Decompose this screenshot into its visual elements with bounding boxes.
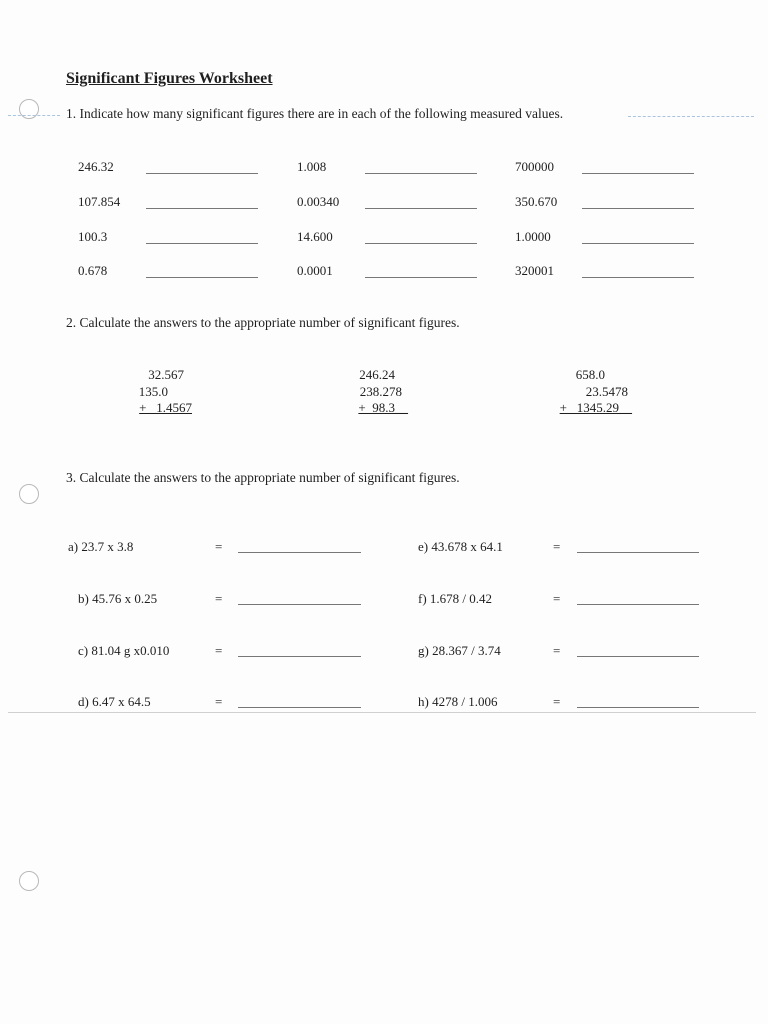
q3-problem: h) 4278 / 1.006 <box>418 694 498 709</box>
q2-sum-2 <box>330 367 408 417</box>
q1-answer-blank[interactable] <box>582 243 694 244</box>
q3-answer-blank[interactable] <box>238 656 361 657</box>
q1-value: 0.678 <box>78 263 108 278</box>
q3-answer-blank[interactable] <box>577 604 699 605</box>
q2-sum-3 <box>530 367 632 417</box>
sum-operand-last: + 98.3__ <box>358 400 408 415</box>
sum-operand: 135.0 <box>138 383 168 399</box>
scan-rule-right <box>628 116 754 117</box>
equals-sign: = <box>553 539 561 554</box>
q1-value: 107.854 <box>78 194 121 209</box>
scan-crease <box>8 712 756 713</box>
sum-operand-last: + 1.4567 <box>139 400 192 415</box>
q3-problem: a) 23.7 x 3.8 <box>68 539 134 554</box>
q1-answer-blank[interactable] <box>146 208 258 209</box>
sum-operand: 23.5478 <box>585 383 628 399</box>
equals-sign: = <box>553 591 561 606</box>
q3-answer-blank[interactable] <box>238 552 361 553</box>
q2-prompt: 2. Calculate the answers to the appropriate number of significant figures. <box>66 315 460 330</box>
q3-answer-blank[interactable] <box>238 707 361 708</box>
q2-sum-1 <box>112 367 192 417</box>
q1-value: 350.670 <box>515 194 558 209</box>
q3-prompt: 3. Calculate the answers to the appropriate number of significant figures. <box>66 470 460 485</box>
sum-operand: 238.278 <box>359 383 402 399</box>
q1-answer-blank[interactable] <box>582 208 694 209</box>
equals-sign: = <box>215 539 223 554</box>
q1-value: 320001 <box>515 263 554 278</box>
q1-answer-blank[interactable] <box>365 173 477 174</box>
q1-answer-blank[interactable] <box>582 277 694 278</box>
q3-answer-blank[interactable] <box>577 707 699 708</box>
q1-answer-blank[interactable] <box>146 173 258 174</box>
q1-value: 1.0000 <box>515 229 551 244</box>
q1-answer-blank[interactable] <box>146 243 258 244</box>
q1-value: 0.0001 <box>297 263 333 278</box>
sum-operand: 32.567 <box>148 367 184 382</box>
q1-answer-blank[interactable] <box>146 277 258 278</box>
equals-sign: = <box>215 591 223 606</box>
scan-rule-left <box>8 115 60 116</box>
sum-operand-last: + 1345.29__ <box>559 400 632 415</box>
q1-value: 246.32 <box>78 159 114 174</box>
q3-problem: b) 45.76 x 0.25 <box>78 591 158 606</box>
q1-answer-blank[interactable] <box>582 173 694 174</box>
q1-prompt: 1. Indicate how many significant figures there are in each of the following measured values. <box>66 106 564 121</box>
equals-sign: = <box>553 694 561 709</box>
q3-problem: c) 81.04 g x0.010 <box>78 643 170 658</box>
q3-answer-blank[interactable] <box>238 604 361 605</box>
equals-sign: = <box>215 643 223 658</box>
punch-hole-bottom <box>19 871 39 891</box>
q1-answer-blank[interactable] <box>365 243 477 244</box>
q1-value: 14.600 <box>297 229 333 244</box>
sum-operand: 246.24 <box>359 367 395 382</box>
q3-problem: d) 6.47 x 64.5 <box>78 694 151 709</box>
q3-problem: f) 1.678 / 0.42 <box>418 591 493 606</box>
punch-hole-middle <box>19 484 39 504</box>
q3-problem: e) 43.678 x 64.1 <box>418 539 503 554</box>
equals-sign: = <box>215 694 223 709</box>
q1-answer-blank[interactable] <box>365 277 477 278</box>
q3-answer-blank[interactable] <box>577 552 699 553</box>
q3-problem: g) 28.367 / 3.74 <box>418 643 501 658</box>
q3-answer-blank[interactable] <box>577 656 699 657</box>
q1-value: 0.00340 <box>297 194 340 209</box>
worksheet-title: Significant Figures Worksheet <box>66 70 273 87</box>
equals-sign: = <box>553 643 561 658</box>
q1-value: 100.3 <box>78 229 108 244</box>
punch-hole-top <box>19 99 39 119</box>
q1-value: 700000 <box>515 159 554 174</box>
sum-operand: 658.0 <box>575 367 605 382</box>
q1-answer-blank[interactable] <box>365 208 477 209</box>
q1-value: 1.008 <box>297 159 327 174</box>
